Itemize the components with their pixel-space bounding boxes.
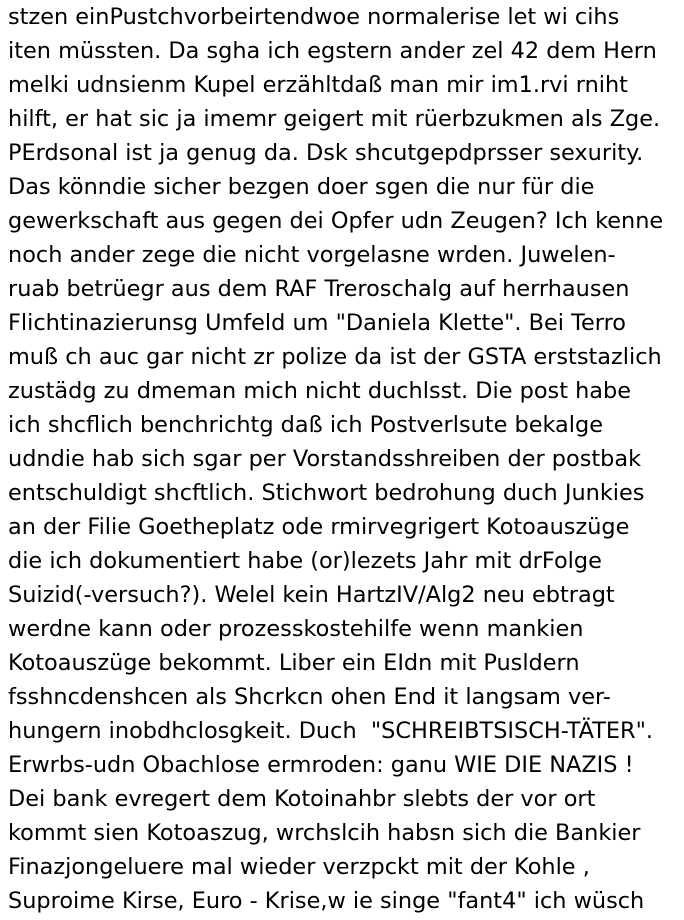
text-line: hungern inobdhclosgkeit. Duch "SCHREIBTSISCH-TÄTER".	[8, 718, 654, 744]
text-line: Kotoauszüge bekommt. Liber ein EIdn mit Pusldern	[8, 650, 580, 676]
text-line: fsshncdenshcen als Shcrkcn ohen End it langsam ver-	[8, 684, 611, 710]
text-line: Flichtinazierunsg Umfeld um "Daniela Klette". Bei Terro	[8, 310, 626, 336]
text-line: udndie hab sich sgar per Vorstandsshreiben der postbak	[8, 446, 642, 472]
text-line: Das könndie sicher bezgen doer sgen die nur für die	[8, 174, 595, 200]
text-line: ruab betrüegr aus dem RAF Treroschalg auf herrhausen	[8, 276, 630, 302]
text-line: entschuldigt shcftlich. Stichwort bedrohung duch Junkies	[8, 480, 645, 506]
text-line: muß ch auc gar nicht zr polize da ist der GSTA erststazlich	[8, 344, 662, 370]
text-line: Erwrbs-udn Obachlose ermroden: ganu WIE DIE NAZIS !	[8, 752, 634, 778]
text-line: iten müssten. Da sgha ich egstern ander zel 42 dem Hern	[8, 38, 657, 64]
text-line: PErdsonal ist ja genug da. Dsk shcutgepdprsser sexurity.	[8, 140, 644, 166]
text-line: stzen einPustchvorbeirtendwoe normalerise let wi cihs	[8, 4, 620, 30]
text-line: Finazjongeluere mal wieder verzpckt mit der Kohle ,	[8, 854, 590, 880]
document-text	[8, 0, 684, 918]
text-line: kommt sien Kotoaszug, wrchslcih habsn sich die Bankier	[8, 820, 641, 846]
text-line: gewerkschaft aus gegen dei Opfer udn Zeugen? Ich kenne	[8, 208, 664, 234]
text-line: noch ander zege die nicht vorgelasne wrden. Juwelen-	[8, 242, 616, 268]
text-line: Dei bank evregert dem Kotoinahbr slebts der vor ort	[8, 786, 596, 812]
text-line: Suproime Kirse, Euro - Krise,w ie singe "fant4" ich wüsch	[8, 888, 645, 914]
text-line: hilft, er hat sic ja imemr geigert mit rüerbzukmen als Zge.	[8, 106, 661, 132]
text-line: zustädg zu dmeman mich nicht duchlsst. Die post habe	[8, 378, 632, 404]
text-line: melki udnsienm Kupel erzähltdaß man mir im1.rvi rniht	[8, 72, 628, 98]
text-line: ich shcflich benchrichtg daß ich Postverlsute bekalge	[8, 412, 603, 438]
text-line: an der Filie Goetheplatz ode rmirvegrigert Kotoauszüge	[8, 514, 630, 540]
text-line: die ich dokumentiert habe (or)lezets Jahr mit drFolge	[8, 548, 602, 574]
text-line: werdne kann oder prozesskostehilfe wenn mankien	[8, 616, 584, 642]
text-line: Suizid(-versuch?). Welel kein HartzIV/Alg2 neu ebtragt	[8, 582, 615, 608]
